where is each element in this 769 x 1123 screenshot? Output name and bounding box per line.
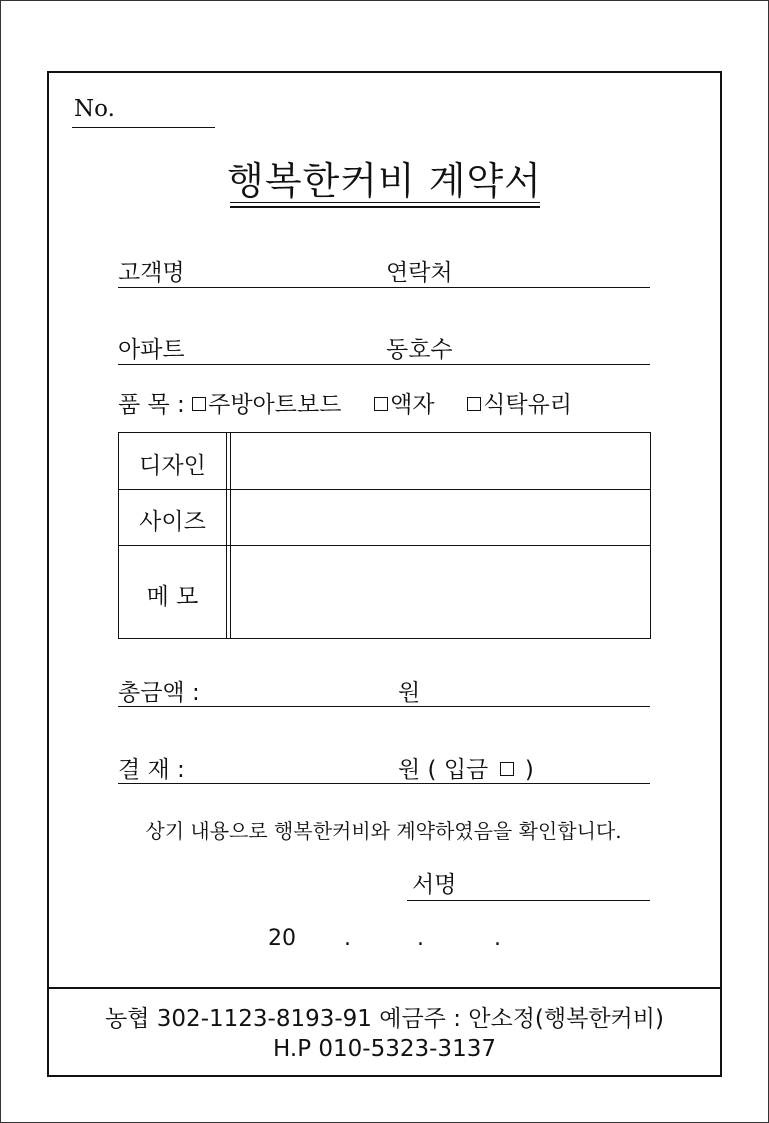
date-dot: . <box>494 926 501 951</box>
deposit-text: 원 ( 입금 <box>398 757 489 783</box>
apartment-label: 아파트 <box>118 337 185 363</box>
signature-label: 서명 <box>412 872 457 898</box>
confirmation-statement: 상기 내용으로 행복한커비와 계약하였음을 확인합니다. <box>145 819 622 843</box>
total-amount-unit: 원 <box>398 680 421 706</box>
total-row-line <box>118 706 650 707</box>
document-number-label: No. <box>74 96 115 122</box>
settlement-row-line <box>118 783 650 784</box>
frame-checkbox[interactable] <box>374 397 388 411</box>
customer-row-line <box>118 287 650 288</box>
title-underline-thick <box>230 206 540 208</box>
design-label: 디자인 <box>139 453 206 479</box>
date-dot: . <box>417 926 424 951</box>
signature-line <box>407 900 650 901</box>
frame-option: 액자 <box>390 392 435 418</box>
deposit-checkbox[interactable] <box>500 762 514 776</box>
customer-name-label: 고객명 <box>118 260 185 286</box>
total-amount-label: 총금액 : <box>118 680 200 706</box>
phone-number: H.P 010-5323-3137 <box>273 1036 496 1062</box>
details-table <box>118 432 651 639</box>
title-underline <box>230 202 540 203</box>
page-title: 행복한커비 계약서 <box>227 159 542 203</box>
items-label: 품 목 : <box>118 392 185 418</box>
document-number-line <box>72 127 215 128</box>
date-year-prefix: 20 <box>268 926 296 951</box>
settlement-unit <box>398 751 534 784</box>
contact-label: 연락처 <box>386 260 453 286</box>
footer-divider <box>47 987 722 989</box>
unit-label: 동호수 <box>386 337 453 363</box>
date-dot: . <box>344 926 351 951</box>
size-label: 사이즈 <box>139 509 206 535</box>
bank-account-info: 농협 302-1123-8193-91 예금주 : 안소정(행복한커비) <box>105 1006 664 1032</box>
deposit-close: ) <box>524 757 534 783</box>
kitchen-artboard-option: 주방아트보드 <box>208 392 342 418</box>
table-glass-option: 식탁유리 <box>483 392 572 418</box>
memo-label: 메 모 <box>146 584 199 610</box>
table-glass-checkbox[interactable] <box>467 397 481 411</box>
apartment-row-line <box>118 364 650 365</box>
item-selection <box>118 386 572 419</box>
kitchen-artboard-checkbox[interactable] <box>192 397 206 411</box>
settlement-label: 결 재 : <box>118 757 185 783</box>
